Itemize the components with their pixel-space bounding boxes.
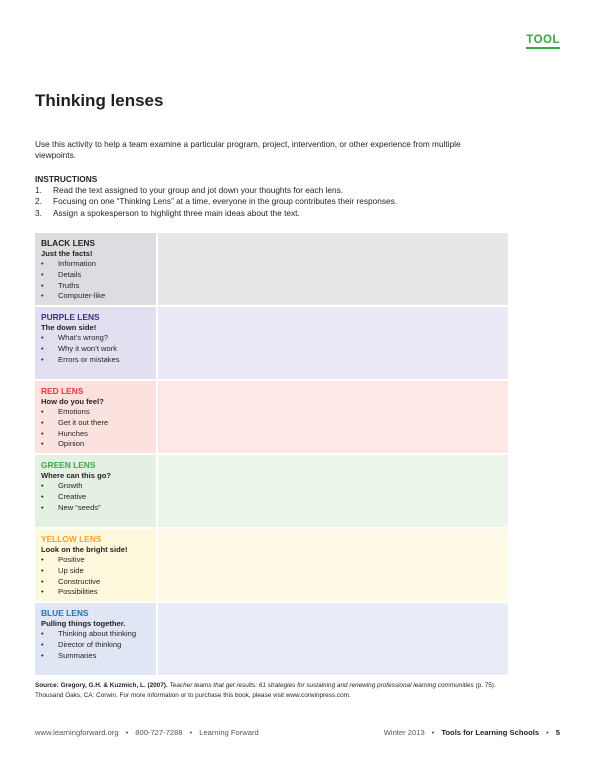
bullet: • xyxy=(41,407,44,416)
lens-item-text: Computer-like xyxy=(58,291,106,301)
bullet: • xyxy=(41,481,44,490)
step-text: Read the text assigned to your group and jot down your thoughts for each lens. xyxy=(53,185,344,195)
lens-name: GREEN LENS xyxy=(41,460,96,470)
bullet: • xyxy=(41,354,44,364)
lens-items xyxy=(41,629,156,661)
footer-publication: Tools for Learning Schools xyxy=(441,728,540,737)
lens-item-text: Growth xyxy=(58,481,83,490)
lens-row-red xyxy=(35,381,508,453)
lens-row-black xyxy=(35,233,508,305)
lens-description xyxy=(35,307,156,379)
list-item xyxy=(41,555,156,566)
bullet: • xyxy=(41,576,44,586)
footer-org: Learning Forward xyxy=(199,728,259,737)
lens-item-text: Details xyxy=(58,269,82,279)
lens-subtitle: Pulling things together. xyxy=(41,619,126,628)
lens-description xyxy=(35,233,156,305)
lens-item-text: Possibilities xyxy=(58,587,98,597)
lens-item-text: Up side xyxy=(58,565,84,575)
bullet: • xyxy=(41,639,44,649)
list-item xyxy=(41,333,156,344)
bullet: • xyxy=(41,555,44,564)
lens-item-text: Information xyxy=(58,259,96,268)
bullet: • xyxy=(41,502,44,512)
lens-items xyxy=(41,407,156,450)
bullet: • xyxy=(41,291,44,301)
list-item xyxy=(41,640,156,651)
instructions-list xyxy=(35,185,397,219)
lens-items xyxy=(41,481,156,513)
step-number: 3. xyxy=(35,207,42,218)
instruction-step xyxy=(35,208,397,219)
footer-website-link[interactable]: www.learningforward.org xyxy=(35,728,119,737)
lens-row-blue xyxy=(35,603,508,675)
lens-item-text: Thinking about thinking xyxy=(58,629,137,638)
page-footer xyxy=(35,728,560,738)
lens-description xyxy=(35,381,156,453)
bullet: • xyxy=(41,428,44,438)
step-text: Assign a spokesperson to highlight three main ideas about the text. xyxy=(53,207,300,218)
list-item xyxy=(41,503,156,514)
lens-item-text: Positive xyxy=(58,555,85,564)
bullet: • xyxy=(41,439,44,449)
list-item xyxy=(41,492,156,503)
bullet: • xyxy=(41,417,44,427)
lens-subtitle: How do you feel? xyxy=(41,397,104,406)
list-item xyxy=(41,566,156,577)
list-item xyxy=(41,577,156,588)
footer-separator: • xyxy=(431,728,435,737)
lens-notes-area[interactable] xyxy=(158,307,508,379)
list-item xyxy=(41,259,156,270)
lens-notes-area[interactable] xyxy=(158,381,508,453)
lens-item-text: Summaries xyxy=(58,650,97,660)
lens-table xyxy=(35,233,508,677)
lens-subtitle: The down side! xyxy=(41,323,97,332)
source-book-title: Teacher teams that get results: 61 strategies for sustaining and renewing professional learning communities xyxy=(169,682,474,689)
lens-subtitle: Look on the bright side! xyxy=(41,545,128,554)
lens-notes-area[interactable] xyxy=(158,529,508,601)
lens-item-text: Opinion xyxy=(58,439,85,449)
bullet: • xyxy=(41,259,44,268)
footer-phone: 800-727-7288 xyxy=(135,728,183,737)
lens-item-text: What’s wrong? xyxy=(58,333,109,342)
intro-text: Use this activity to help a team examine a particular program, project, intervention, or other experience from multiple viewpoints. xyxy=(35,139,461,161)
source-label: Source: Gregory, G.H. & Kuzmich, L. (2007). xyxy=(35,682,168,689)
lens-item-text: Why it won’t work xyxy=(58,343,118,353)
bullet: • xyxy=(41,650,44,660)
tool-label: TOOL xyxy=(526,34,560,49)
list-item xyxy=(41,344,156,355)
lens-name: BLUE LENS xyxy=(41,608,89,618)
lens-name: RED LENS xyxy=(41,386,84,396)
lens-notes-area[interactable] xyxy=(158,233,508,305)
bullet: • xyxy=(41,333,44,342)
list-item xyxy=(41,281,156,292)
lens-name: BLACK LENS xyxy=(41,238,95,248)
lens-row-purple xyxy=(35,307,508,379)
lens-description xyxy=(35,603,156,675)
footer-separator: • xyxy=(125,728,129,737)
lens-items xyxy=(41,259,156,302)
bullet: • xyxy=(41,565,44,575)
footer-separator: • xyxy=(189,728,193,737)
lens-item-text: Hunches xyxy=(58,428,88,438)
source-citation xyxy=(35,681,505,700)
instructions-heading: INSTRUCTIONS xyxy=(35,174,98,184)
footer-right xyxy=(384,728,560,737)
lens-item-text: Get it out there xyxy=(58,417,109,427)
lens-item-text: Truths xyxy=(58,280,80,290)
lens-item-text: Constructive xyxy=(58,576,101,586)
lens-item-text: Errors or mistakes xyxy=(58,354,120,364)
lens-description xyxy=(35,455,156,527)
list-item xyxy=(41,270,156,281)
bullet: • xyxy=(41,629,44,638)
list-item xyxy=(41,629,156,640)
list-item xyxy=(41,481,156,492)
instruction-step xyxy=(35,185,397,196)
lens-items xyxy=(41,555,156,598)
lens-item-text: Emotions xyxy=(58,407,90,416)
lens-name: PURPLE LENS xyxy=(41,312,100,322)
lens-notes-area[interactable] xyxy=(158,603,508,675)
list-item xyxy=(41,651,156,662)
list-item xyxy=(41,355,156,366)
bullet: • xyxy=(41,343,44,353)
source-details: (p. 75). Thousand Oaks, CA: Corwin. For more information or to purchase this book, please visit www.corwinpress.com. xyxy=(35,682,496,699)
bullet: • xyxy=(41,587,44,597)
bullet: • xyxy=(41,280,44,290)
list-item xyxy=(41,418,156,429)
lens-description xyxy=(35,529,156,601)
footer-issue: Winter 2013 xyxy=(383,728,425,737)
lens-subtitle: Where can this go? xyxy=(41,471,112,480)
list-item xyxy=(41,407,156,418)
lens-item-text: Director of thinking xyxy=(58,639,122,649)
lens-notes-area[interactable] xyxy=(158,455,508,527)
bullet: • xyxy=(41,491,44,501)
list-item xyxy=(41,291,156,302)
lens-row-green xyxy=(35,455,508,527)
step-text: Focusing on one “Thinking Lens” at a time, everyone in the group contributes their responses. xyxy=(53,196,398,207)
lens-items xyxy=(41,333,156,365)
step-number: 1. xyxy=(35,185,42,195)
bullet: • xyxy=(41,269,44,279)
lens-row-yellow xyxy=(35,529,508,601)
lens-item-text: New “seeds” xyxy=(58,502,101,512)
page-number: 5 xyxy=(555,728,560,737)
page-title: Thinking lenses xyxy=(35,91,164,110)
lens-subtitle: Just the facts! xyxy=(41,249,93,258)
lens-name: YELLOW LENS xyxy=(41,534,102,544)
footer-separator: • xyxy=(546,728,549,737)
list-item xyxy=(41,429,156,440)
list-item xyxy=(41,439,156,450)
step-number: 2. xyxy=(35,196,42,207)
footer-left xyxy=(35,728,259,737)
lens-item-text: Creative xyxy=(58,491,87,501)
instruction-step xyxy=(35,196,397,207)
list-item xyxy=(41,587,156,598)
